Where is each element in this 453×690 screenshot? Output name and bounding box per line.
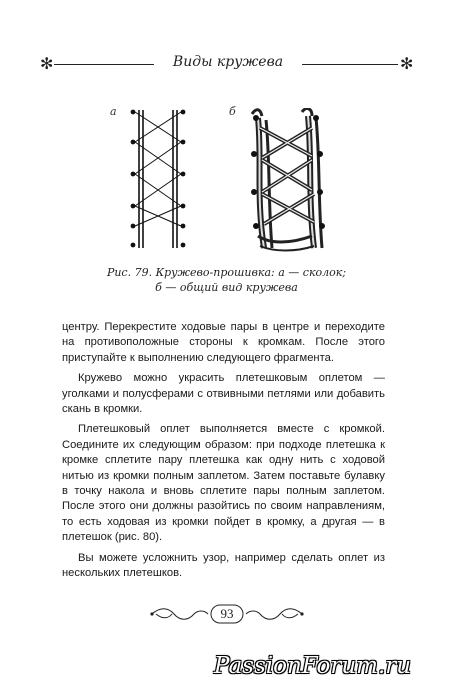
paragraph: Вы можете усложнить узор, например сделать оплет из нескольких плетешков. [62,551,385,580]
page-number: 93 [220,606,234,621]
running-header [40,53,412,79]
figure-caption [60,265,393,295]
running-header-title: Виды кружева [172,54,284,70]
figure-label-a: а [110,105,117,118]
header-rule-right [302,64,398,65]
lace-illustration [250,108,330,254]
header-rule-left [54,64,154,65]
figure-caption-line-1: Рис. 79. Кружево-прошивка: а — сколок; [106,266,347,279]
watermark-text: PassionForum.ru [214,653,412,679]
paragraph: Плетешковый оплет выполняется вместе с кромкой. Соедините их следующим образом: при подходе плетешка к кромке сплетите пару плетешка как одну нить с ходовой нитью из кромки полным заплетом. Затем поставьте булавку в точку накола и вновь сплетите пары полным заплетом. После этого они должны разойтись по своим направлениям, то есть ходовая из кромки пойдет в кромку, а другая — в плетешок (рис. 80). [62,423,385,544]
page-footer [150,601,304,627]
paragraph: Кружево можно украсить плетешковым оплетом — уголками и полусферами с отвивными петлями или добавить скань в кромки. [62,372,385,416]
body-text [62,320,385,587]
figure-label-b: б [229,105,236,118]
pricking-diagram [125,108,195,250]
figure-caption-line-2: б — общий вид кружева [155,281,298,294]
flower-ornament-icon: ✻ [40,54,54,73]
paragraph: центру. Перекрестите ходовые пары в центре и переходите на противоположные стороны к кромкам. После этого приступайте к выполнению следующего фрагмента. [62,321,385,364]
flower-ornament-icon: ✻ [400,54,414,73]
